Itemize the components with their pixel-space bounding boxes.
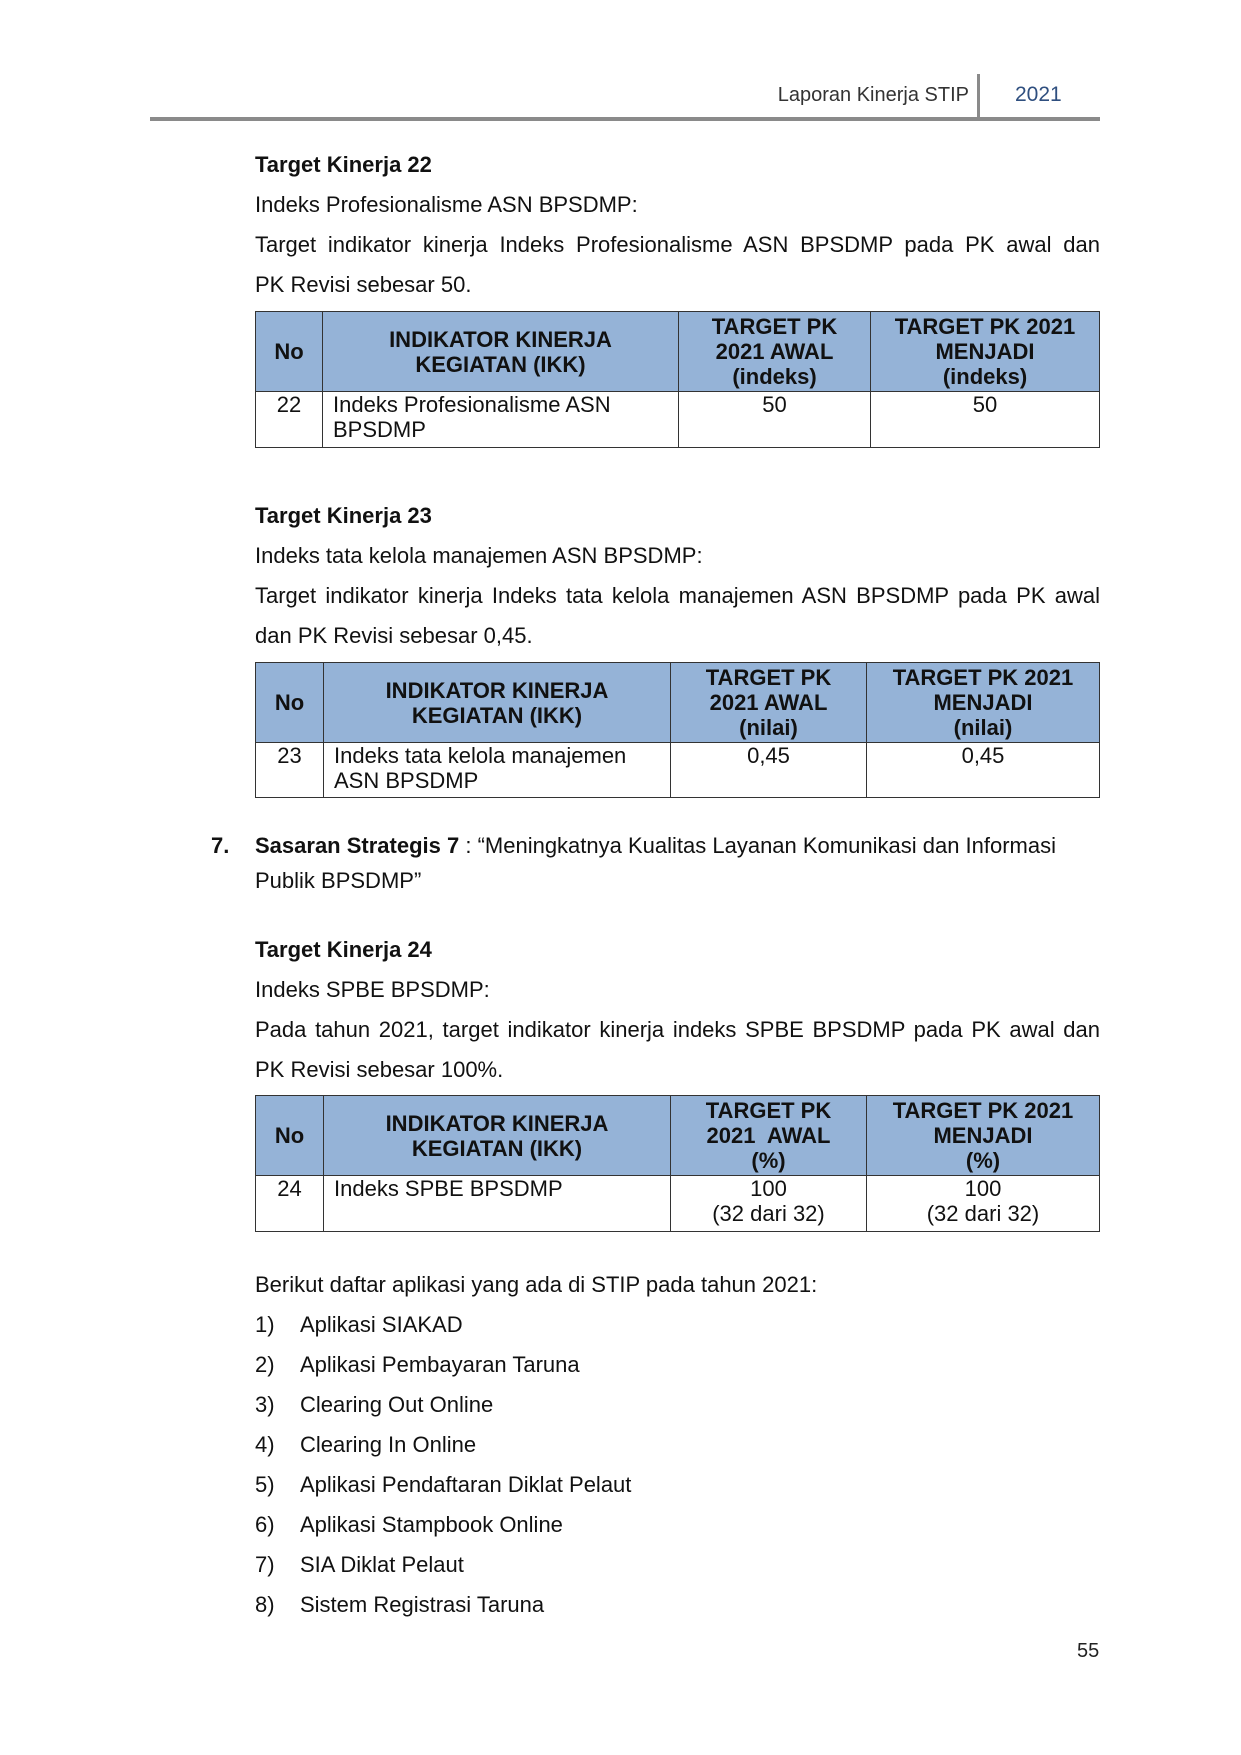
col-no: No: [256, 312, 323, 392]
list-item: Aplikasi Stampbook Online: [300, 1512, 563, 1537]
list-item-number: 6): [255, 1512, 275, 1537]
cell-no: 22: [256, 392, 323, 448]
target-table-23: [255, 662, 1100, 798]
cell-indicator: Indeks tata kelola manajemen ASN BPSDMP: [324, 743, 671, 798]
list-item: SIA Diklat Pelaut: [300, 1552, 464, 1577]
apps-intro: Berikut daftar aplikasi yang ada di STIP pada tahun 2021:: [255, 1272, 818, 1297]
section-subtitle: Indeks SPBE BPSDMP:: [255, 977, 490, 1002]
header-divider: [977, 74, 980, 120]
table-header-row: [256, 663, 1100, 743]
sasaran-heading: Sasaran Strategis 7 : “Meningkatnya Kualitas Layanan Komunikasi dan Informasi: [255, 833, 1057, 858]
list-item-number: 3): [255, 1392, 275, 1417]
list-item: Clearing Out Online: [300, 1392, 494, 1417]
header-rule: [150, 117, 1100, 121]
header-year: 2021: [1015, 83, 1062, 106]
cell-menjadi: 50: [871, 392, 1100, 448]
table-row: [256, 743, 1100, 798]
col-indicator: INDIKATOR KINERJA KEGIATAN (IKK): [323, 312, 679, 392]
list-item-number: 8): [255, 1592, 275, 1617]
paragraph: Target indikator kinerja Indeks tata kelola manajemen ASN BPSDMP pada PK awal: [255, 583, 1100, 608]
paragraph: Pada tahun 2021, target indikator kinerja indeks SPBE BPSDMP pada PK awal dan: [255, 1017, 1100, 1042]
list-number: 7.: [211, 833, 230, 858]
col-awal: TARGET PK 2021 AWAL (indeks): [679, 312, 871, 392]
col-menjadi: TARGET PK 2021 MENJADI (nilai): [867, 663, 1100, 743]
paragraph: dan PK Revisi sebesar 0,45.: [255, 623, 533, 648]
col-menjadi: TARGET PK 2021 MENJADI (indeks): [871, 312, 1100, 392]
section-title: Target Kinerja 24: [255, 937, 432, 962]
list-item-number: 4): [255, 1432, 275, 1457]
list-item-number: 5): [255, 1472, 275, 1497]
table-row: [256, 392, 1100, 448]
list-item-number: 2): [255, 1352, 275, 1377]
section-title: Target Kinerja 23: [255, 503, 432, 528]
cell-menjadi: 100 (32 dari 32): [867, 1176, 1100, 1232]
section-subtitle: Indeks Profesionalisme ASN BPSDMP:: [255, 192, 638, 217]
list-item: Clearing In Online: [300, 1432, 477, 1457]
cell-no: 23: [256, 743, 324, 798]
paragraph: Target indikator kinerja Indeks Profesionalisme ASN BPSDMP pada PK awal dan: [255, 232, 1100, 257]
col-no: No: [256, 1096, 324, 1176]
section-subtitle: Indeks tata kelola manajemen ASN BPSDMP:: [255, 543, 703, 568]
cell-no: 24: [256, 1176, 324, 1232]
page-number: 55: [1077, 1640, 1100, 1662]
paragraph: PK Revisi sebesar 100%.: [255, 1057, 504, 1082]
table-header-row: [256, 1096, 1100, 1176]
col-indicator: INDIKATOR KINERJA KEGIATAN (IKK): [324, 1096, 671, 1176]
col-menjadi: TARGET PK 2021 MENJADI (%): [867, 1096, 1100, 1176]
cell-indicator: Indeks SPBE BPSDMP: [324, 1176, 671, 1232]
list-item-number: 7): [255, 1552, 275, 1577]
sasaran-line2: Publik BPSDMP”: [255, 868, 422, 893]
target-table-24: [255, 1095, 1100, 1232]
target-table-22: [255, 311, 1100, 448]
list-item: Aplikasi Pembayaran Taruna: [300, 1352, 580, 1377]
col-awal: TARGET PK 2021 AWAL (nilai): [671, 663, 867, 743]
table-row: [256, 1176, 1100, 1232]
cell-indicator: Indeks Profesionalisme ASN BPSDMP: [323, 392, 679, 448]
col-no: No: [256, 663, 324, 743]
col-indicator: INDIKATOR KINERJA KEGIATAN (IKK): [324, 663, 671, 743]
list-item-number: 1): [255, 1312, 275, 1337]
table-header-row: [256, 312, 1100, 392]
list-item: Aplikasi SIAKAD: [300, 1312, 463, 1337]
cell-awal: 50: [679, 392, 871, 448]
cell-awal: 0,45: [671, 743, 867, 798]
list-item: Aplikasi Pendaftaran Diklat Pelaut: [300, 1472, 632, 1497]
header-title: Laporan Kinerja STIP: [777, 84, 969, 106]
cell-awal: 100 (32 dari 32): [671, 1176, 867, 1232]
col-awal: TARGET PK 2021 AWAL (%): [671, 1096, 867, 1176]
list-item: Sistem Registrasi Taruna: [300, 1592, 545, 1617]
paragraph: PK Revisi sebesar 50.: [255, 272, 472, 297]
cell-menjadi: 0,45: [867, 743, 1100, 798]
section-title: Target Kinerja 22: [255, 152, 432, 177]
